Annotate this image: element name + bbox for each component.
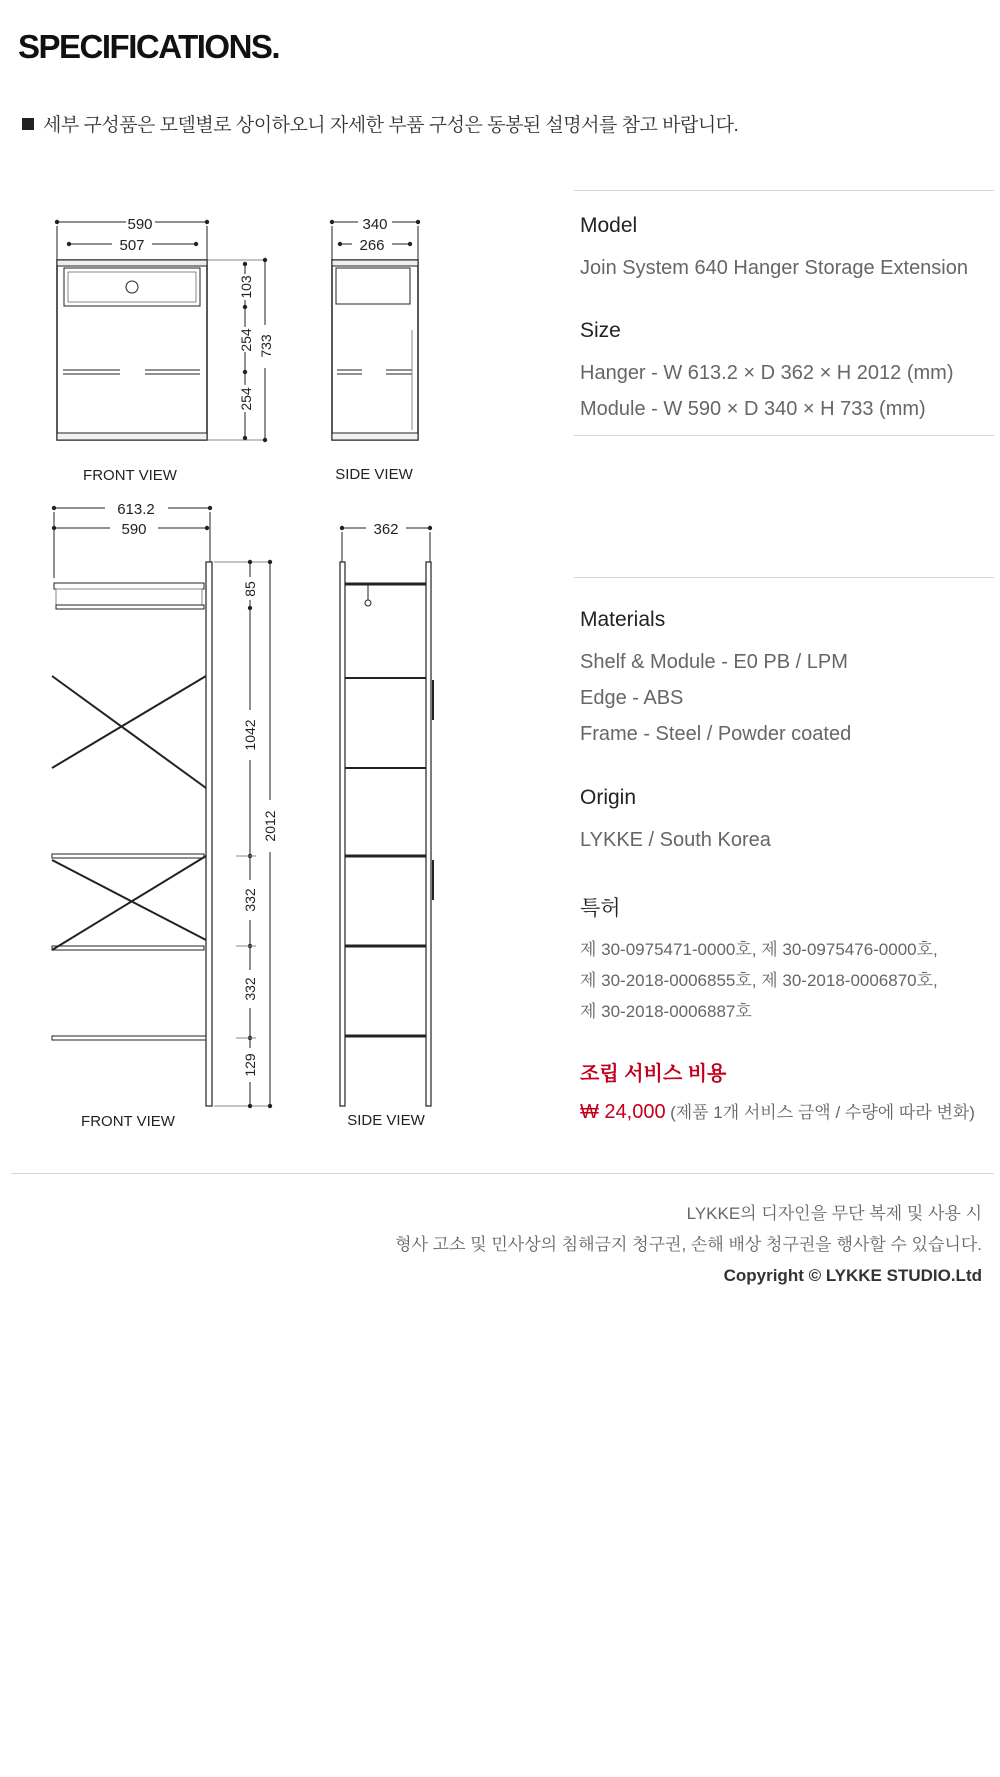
- origin-value: LYKKE / South Korea: [580, 829, 771, 851]
- patent-line-3: 제 30-2018-0006887호: [580, 1002, 752, 1021]
- footer-line-2: 형사 고소 및 민사상의 침해금지 청구권, 손해 배상 청구권을 행사할 수 있습니다.: [395, 1235, 982, 1254]
- notice-text: 세부 구성품은 모델별로 상이하오니 자세한 부품 구성은 동봉된 설명서를 참고 바랍니다.: [43, 115, 739, 136]
- service-line: [580, 1098, 1000, 1124]
- size-hanger: Hanger - W 613.2 × D 362 × H 2012 (mm): [580, 362, 954, 384]
- model-label: Model: [580, 214, 638, 237]
- dim-hanger-width-inner: 590: [121, 521, 147, 538]
- divider-top: [574, 190, 994, 191]
- patent-line-1: 제 30-0975471-0000호, 제 30-0975476-0000호,: [580, 940, 938, 959]
- patent-line-2: 제 30-2018-0006855호, 제 30-2018-0006870호,: [580, 971, 938, 990]
- dim-hanger-total: 2012: [262, 810, 278, 842]
- dim-module-width-inner: 507: [119, 237, 145, 254]
- dim-module-h3: 254: [238, 387, 254, 411]
- dim-hanger-mid: 1042: [242, 719, 258, 751]
- hanger-side-caption: SIDE VIEW: [347, 1112, 425, 1129]
- dim-module-total: 733: [258, 334, 274, 358]
- copyright: Copyright © LYKKE STUDIO.Ltd: [723, 1266, 982, 1285]
- dim-module-h2: 254: [238, 328, 254, 352]
- notice: [22, 110, 738, 137]
- materials-line-2: Edge - ABS: [580, 687, 684, 709]
- square-bullet-icon: [22, 118, 34, 130]
- page-title: SPECIFICATIONS.: [18, 28, 280, 65]
- patent-label: 특허: [580, 897, 621, 920]
- model-value: Join System 640 Hanger Storage Extension: [580, 257, 968, 279]
- size-label: Size: [580, 319, 621, 342]
- dim-hanger-s1: 332: [242, 888, 258, 912]
- dim-hanger-bottom: 129: [242, 1053, 258, 1077]
- divider-materials: [574, 577, 994, 578]
- service-label: 조립 서비스 비용: [580, 1063, 727, 1085]
- dim-hanger-width-outer: 613.2: [117, 501, 155, 518]
- materials-line-1: Shelf & Module - E0 PB / LPM: [580, 651, 848, 673]
- dim-hanger-s2: 332: [242, 977, 258, 1001]
- divider-size: [574, 435, 994, 436]
- footer-line-1: LYKKE의 디자인을 무단 복제 및 사용 시: [686, 1204, 982, 1223]
- module-front-caption: FRONT VIEW: [83, 467, 177, 484]
- dim-module-width-outer: 590: [127, 216, 153, 233]
- hanger-front-caption: FRONT VIEW: [81, 1113, 175, 1130]
- size-module: Module - W 590 × D 340 × H 733 (mm): [580, 398, 926, 420]
- service-note: (제품 1개 서비스 금액 / 수량에 따라 변화): [670, 1103, 975, 1122]
- spec-materials: [580, 608, 1000, 1124]
- dim-hanger-top: 85: [242, 581, 258, 597]
- dim-module-depth-inner: 266: [359, 237, 385, 254]
- origin-label: Origin: [580, 786, 637, 809]
- dim-module-depth-outer: 340: [362, 216, 388, 233]
- dim-hanger-depth: 362: [373, 521, 399, 538]
- service-price: ₩ 24,000: [580, 1101, 666, 1123]
- divider-footer: [11, 1173, 994, 1174]
- materials-line-3: Frame - Steel / Powder coated: [580, 723, 852, 745]
- spec-drawings: [0, 180, 560, 1140]
- spec-model-size: [580, 214, 1000, 427]
- materials-label: Materials: [580, 608, 666, 631]
- footer: [282, 1198, 982, 1291]
- dim-module-h1: 103: [238, 275, 254, 299]
- module-side-caption: SIDE VIEW: [335, 466, 413, 483]
